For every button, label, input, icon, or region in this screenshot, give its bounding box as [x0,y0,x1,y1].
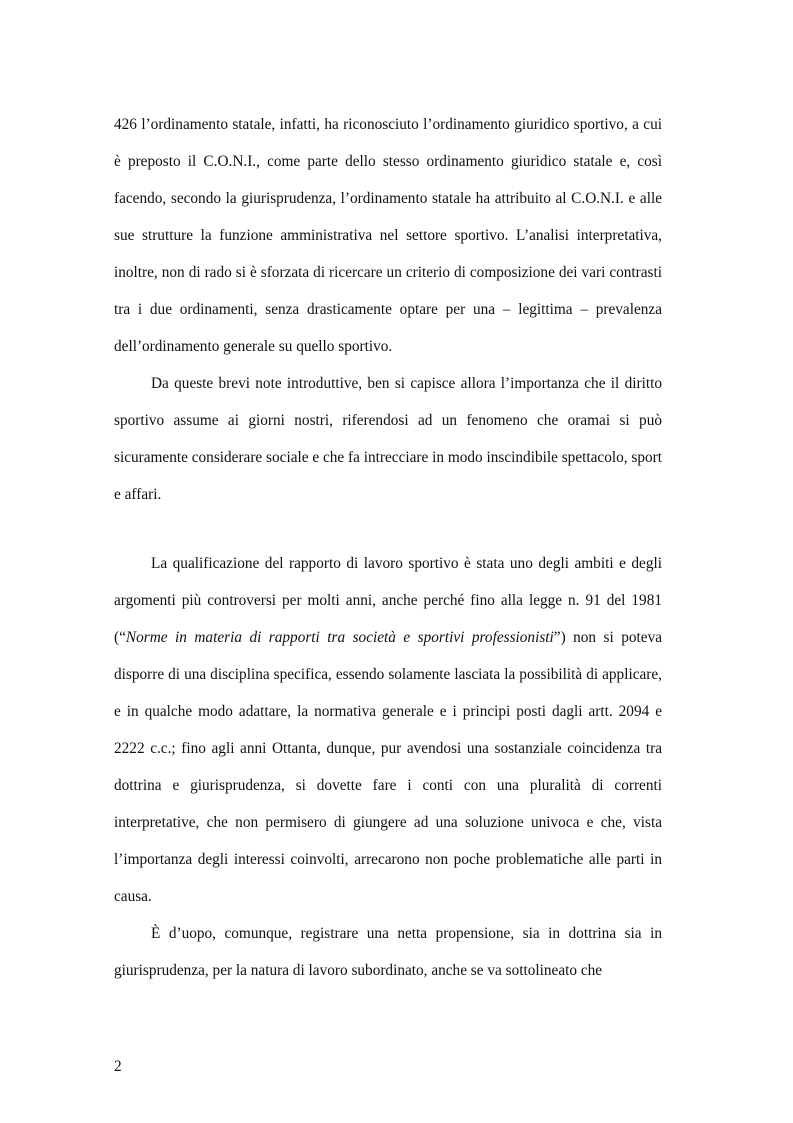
paragraph-qualification-part-2: ”) non si poteva disporre di una disciplina specifica, essendo solamente lasciata la possibilità di applicare, e in qualche modo adattare, la normativa generale e i principi posti dagli artt. 2094 e 2222 c.c.; fino agli anni Ottanta, dunque, pur avendosi una sostanziale coincidenza tra dottrina e giurisprudenza, si dovette fare i conti con una pluralità di correnti interpretative, che non permisero di giungere ad una soluzione univoca e che, vista l’importanza degli interessi coinvolti, arrecarono non poche problematiche alle parti in causa. [114,629,663,905]
paragraph-qualification [114,545,662,915]
text-section-1 [114,106,662,513]
law-title: Norme in materia di rapporti tra società e sportivi professionisti [125,629,554,646]
paragraph-propensity: È d’uopo, comunque, registrare una netta propensione, sia in dottrina sia in giurisprudenza, per la natura di lavoro subordinato, anche se va sottolineato che [114,925,662,979]
page-number: 2 [114,1058,122,1075]
paragraph-introductory-notes: Da queste brevi note introduttive, ben si capisce allora l’importanza che il diritto sportivo assume ai giorni nostri, riferendosi ad un fenomeno che oramai si può sicuramente considerare sociale e che fa intrecciare in modo inscindibile spettacolo, sport e affari. [114,375,662,503]
paragraph-qualification-part-1: La qualificazione del rapporto di lavoro sportivo è stata uno degli ambiti e degli argomenti più controversi per molti anni, anche perché fino alla legge n. 91 del 1981 (“ [114,555,662,646]
text-section-2 [114,545,662,989]
paragraph-continuation: 426 l’ordinamento statale, infatti, ha riconosciuto l’ordinamento giuridico sportivo, a cui è preposto il C.O.N.I., come parte dello stesso ordinamento giuridico statale e, così facendo, secondo la giurisprudenza, l’ordinamento statale ha attribuito al C.O.N.I. e alle sue strutture la funzione amministrativa nel settore sportivo. L’analisi interpretativa, inoltre, non di rado si è sforzata di ricercare un criterio di composizione dei vari contrasti tra i due ordinamenti, senza drasticamente optare per una – legittima – prevalenza dell’ordinamento generale su quello sportivo. [114,116,662,355]
